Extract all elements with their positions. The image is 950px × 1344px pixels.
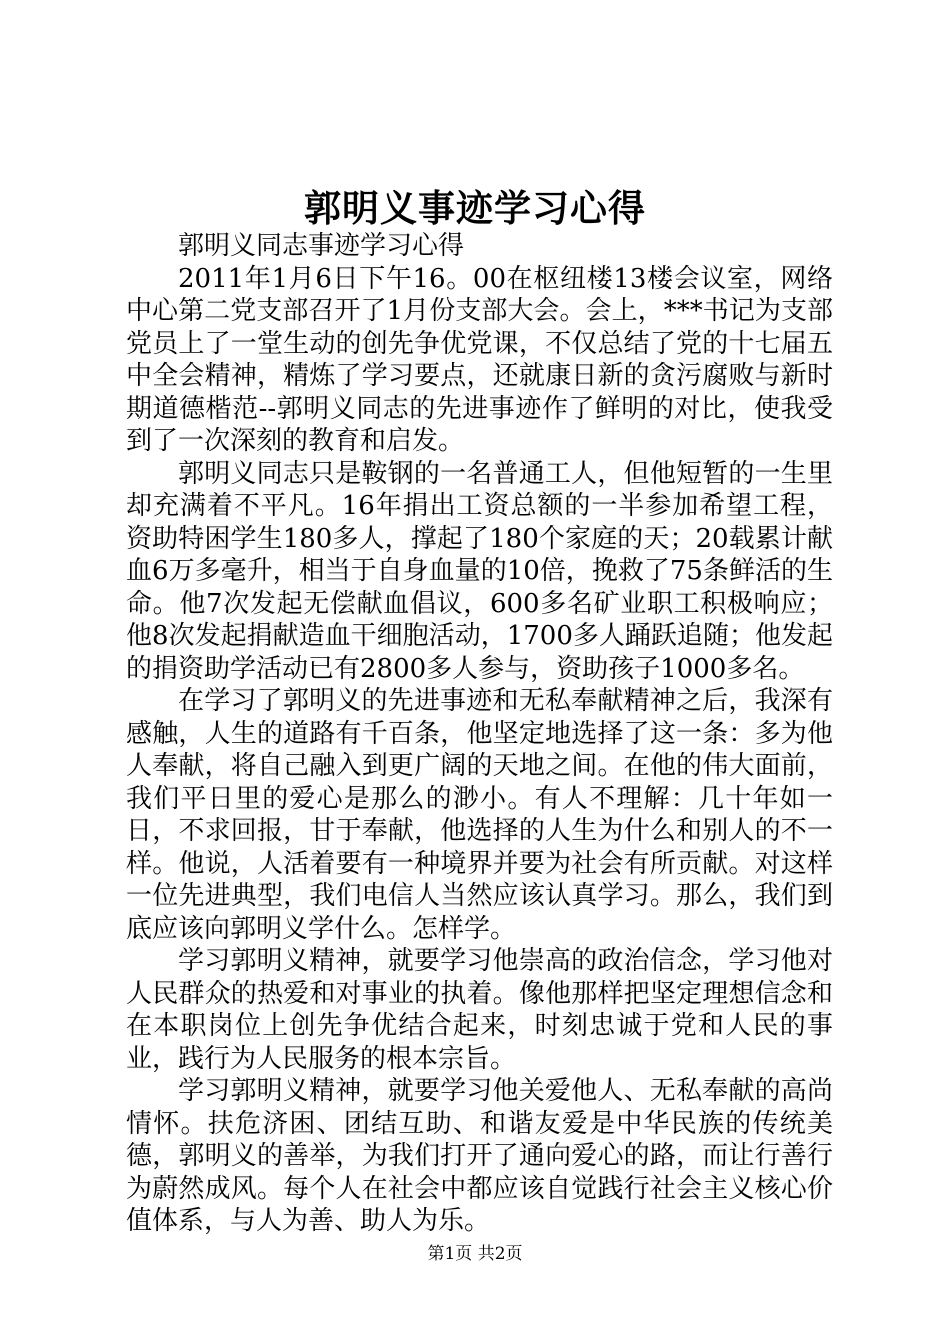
paragraph: 学习郭明义精神，就要学习他崇高的政治信念，学习他对人民群众的热爱和对事业的执着。像他那样把坚定理想信念和在本职岗位上创先争优结合起来，时刻忠诚于党和人民的事业，践行为人民服务的根本宗旨。: [126, 946, 833, 1074]
paragraph: 郭明义同志只是鞍钢的一名普通工人，但他短暂的一生里却充满着不平凡。16年捐出工资总额的一半参加希望工程，资助特困学生180多人，撑起了180个家庭的天；20载累计献血6万多毫升，相当于自身血量的10倍，挽救了75条鲜活的生命。他7次发起无偿献血倡议，600多名矿业职工积极响应；他8次发起捐献造血干细胞活动，1700多人踊跃追随；他发起的捐资助学活动已有2800多人参与，资助孩子1000多名。: [126, 458, 833, 684]
paragraph: 2011年1月6日下午16。00在枢纽楼13楼会议室，网络中心第二党支部召开了1月份支部大会。会上，***书记为支部党员上了一堂生动的创先争优党课，不仅总结了党的十七届五中全会精神，精炼了学习要点，还就康日新的贪污腐败与新时期道德楷范--郭明义同志的先进事迹作了鲜明的对比，使我受到了一次深刻的教育和启发。: [126, 263, 833, 456]
paragraph: 学习郭明义精神，就要学习他关爱他人、无私奉献的高尚情怀。扶危济困、团结互助、和谐友爱是中华民族的传统美德，郭明义的善举，为我们打开了通向爱心的路，而让行善行为蔚然成风。每个人在社会中都应该自觉践行社会主义核心价值体系，与人为善、助人为乐。: [126, 1076, 833, 1236]
document-body: [126, 230, 833, 1238]
paragraph: 在学习了郭明义的先进事迹和无私奉献精神之后，我深有感触，人生的道路有千百条，他坚定地选择了这一条：多为他人奉献，将自己融入到更广阔的天地之间。在他的伟大面前，我们平日里的爱心是那么的渺小。有人不理解：几十年如一日，不求回报，甘于奉献，他选择的人生为什么和别人的不一样。他说，人活着要有一种境界并要为社会有所贡献。对这样一位先进典型，我们电信人当然应该认真学习。那么，我们到底应该向郭明义学什么。怎样学。: [126, 686, 833, 944]
page-number-footer: 第1页 共2页: [427, 1244, 523, 1264]
document-title: 郭明义事迹学习心得: [304, 186, 646, 230]
paragraph-subtitle: 郭明义同志事迹学习心得: [178, 231, 465, 261]
